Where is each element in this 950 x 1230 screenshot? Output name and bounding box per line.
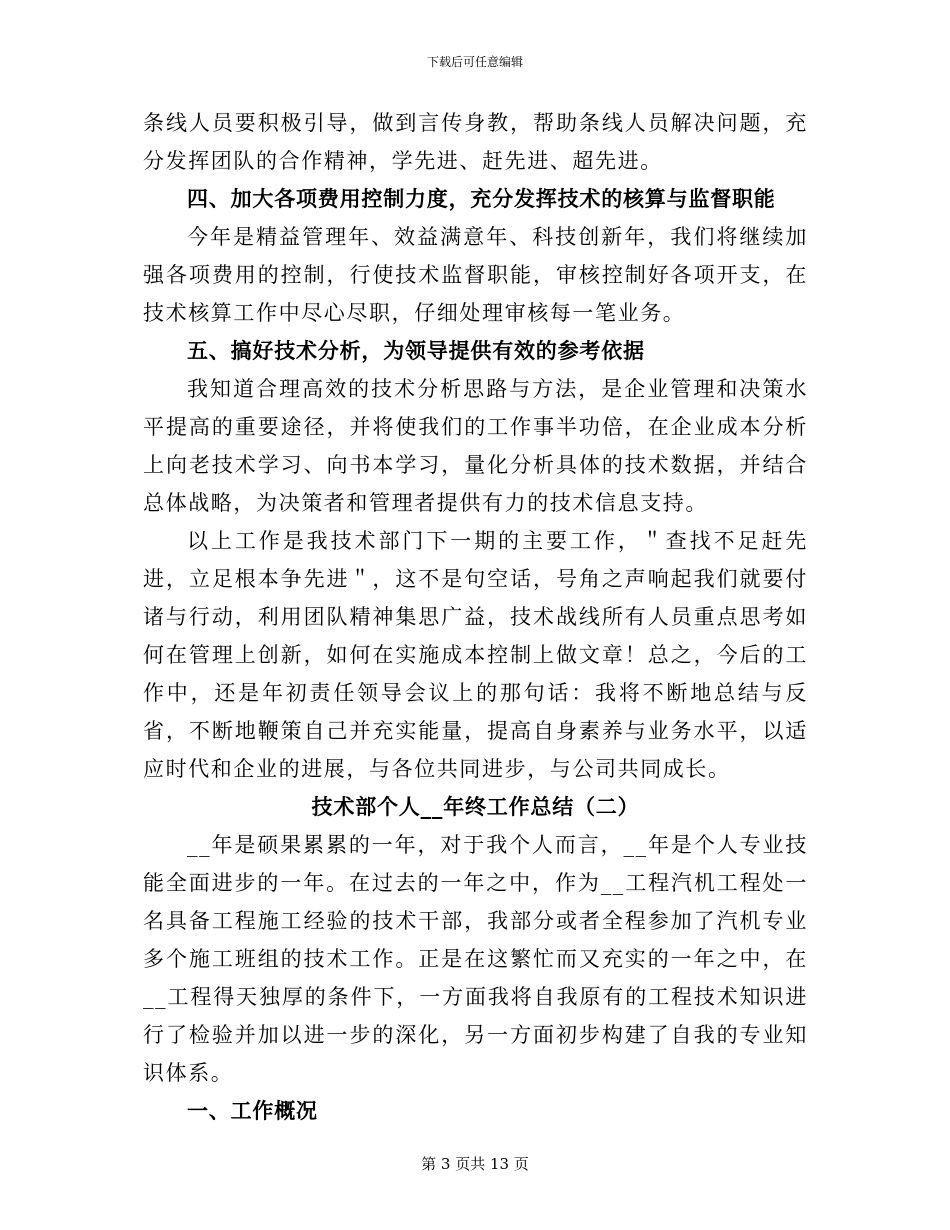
section-heading-1: 一、工作概况 [187,1098,318,1123]
section-heading-5: 五、搞好技术分析，为领导提供有效的参考依据 [187,338,645,363]
page-header-note: 下载后可任意编辑 [426,55,523,69]
document-title-2: 技术部个人__年终工作总结（二） [311,794,640,819]
paragraph-1: 条线人员要积极引导，做到言传身教，帮助条线人员解决问题，充分发挥团队的合作精神，学先进、赶先进、超先进。 [143,111,808,173]
paragraph-2: 今年是精益管理年、效益满意年、科技创新年，我们将继续加强各项费用的控制，行使技术监督职能，审核控制好各项开支，在技术核算工作中尽心尽职，仔细处理审核每一笔业务。 [143,225,808,325]
document-body [143,104,808,1130]
paragraph-4: 以上工作是我技术部门下一期的主要工作，＂查找不足赶先进，立足根本争先进＂，这不是句空话，号角之声响起我们就要付诸与行动，利用团队精神集思广益，技术战线所有人员重点思考如何在管理上创新，如何在实施成本控制上做文章！总之，今后的工作中，还是年初责任领导会议上的那句话：我将不断地总结与反省，不断地鞭策自己并充实能量，提高自身素养与业务水平，以适应时代和企业的进展，与各位共同进步，与公司共同成长。 [143,529,808,781]
paragraph-5: __年是硕果累累的一年，对于我个人而言，__年是个人专业技能全面进步的一年。在过去的一年之中，作为__工程汽机工程处一名具备工程施工经验的技术干部，我部分或者全程参加了汽机专业多个施工班组的技术工作。正是在这繁忙而又充实的一年之中，在__工程得天独厚的条件下，一方面我将自我原有的工程技术知识进行了检验并加以进一步的深化，另一方面初步构建了自我的专业知识体系。 [143,833,808,1085]
section-heading-4: 四、加大各项费用控制力度，充分发挥技术的核算与监督职能 [187,186,776,211]
page-footer-number: 第 3 页共 13 页 [421,1155,529,1173]
paragraph-3: 我知道合理高效的技术分析思路与方法，是企业管理和决策水平提高的重要途径，并将使我们的工作事半功倍，在企业成本分析上向老技术学习、向书本学习，量化分析具体的技术数据，并结合总体战略，为决策者和管理者提供有力的技术信息支持。 [143,377,808,515]
